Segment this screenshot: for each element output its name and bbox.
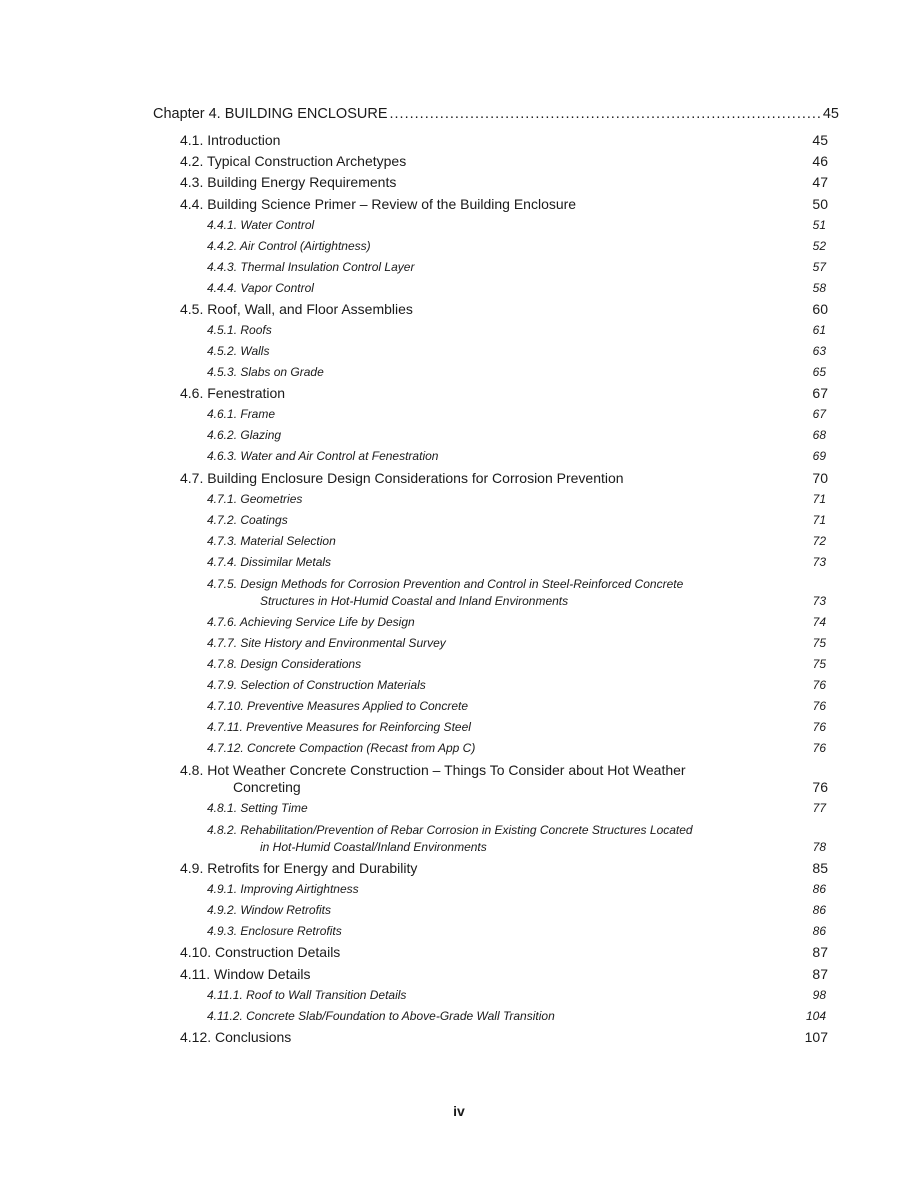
toc-entry-page: 76 [812,678,826,692]
toc-entry-title: 4.7.1. Geometries [207,492,303,506]
toc-entry-page: 87 [812,966,828,982]
toc-entry-title: 4.7. Building Enclosure Design Considerations for Corrosion Prevention [180,470,624,486]
toc-entry-page: 65 [812,365,826,379]
toc-entry-title: 4.6. Fenestration [180,385,286,401]
toc-entry-title: 4.4.1. Water Control [207,218,315,232]
toc-entry-title: 4.9.2. Window Retrofits [207,903,331,917]
toc-entry-title: 4.7.7. Site History and Environmental Survey [207,636,446,650]
toc-entry-page: 72 [812,534,826,548]
toc-entry-title: 4.7.9. Selection of Construction Materials [207,678,426,692]
toc-entry-title: 4.6.3. Water and Air Control at Fenestration [207,449,439,463]
toc-entry-page: 87 [812,944,828,960]
toc-chapter-heading[interactable] [153,106,839,126]
toc-entry-page: 67 [812,407,826,421]
toc-entry-page: 75 [812,636,826,650]
toc-entry-page: 47 [812,174,828,190]
toc-entry-title: 4.4.3. Thermal Insulation Control Layer [207,260,415,274]
toc-entry-title: 4.6.1. Frame [207,407,276,421]
toc-entry-page: 68 [812,428,826,442]
toc-entry-page: 46 [812,153,828,169]
toc-entry-title: 4.8. Hot Weather Concrete Construction – Things To Consider about Hot Weather [180,762,686,778]
toc-entry-title: 4.11.2. Concrete Slab/Foundation to Above-Grade Wall Transition [207,1009,555,1023]
toc-entry-title: 4.4.2. Air Control (Airtightness) [207,239,371,253]
toc-entry-title: 4.8.2. Rehabilitation/Prevention of Rebar Corrosion in Existing Concrete Structures Located [207,823,693,837]
toc-entry-title: 4.5. Roof, Wall, and Floor Assemblies [180,301,413,317]
dot-leader [390,106,821,122]
chapter-page-number: 45 [822,106,839,122]
toc-entry-page: 78 [812,840,826,854]
chapter-title: Chapter 4. BUILDING ENCLOSURE [153,106,388,122]
toc-entry-title: 4.9.1. Improving Airtightness [207,882,359,896]
toc-entry-page: 76 [812,741,826,755]
toc-entry-title: 4.7.2. Coatings [207,513,288,527]
toc-entry-page: 74 [812,615,826,629]
toc-entry-title: 4.7.11. Preventive Measures for Reinforcing Steel [207,720,471,734]
toc-entry-title: 4.7.3. Material Selection [207,534,336,548]
toc-entry-page: 70 [812,470,828,486]
toc-entry-page: 77 [812,801,826,815]
toc-entry-page: 57 [812,260,826,274]
toc-entry-title: 4.12. Conclusions [180,1029,292,1045]
toc-entry-page: 76 [812,720,826,734]
toc-entry-title: 4.7.4. Dissimilar Metals [207,555,332,569]
toc-entry-title: 4.7.8. Design Considerations [207,657,362,671]
toc-entry-page: 73 [812,555,826,569]
toc-entry-page: 71 [812,492,826,506]
toc-entry-title: 4.7.6. Achieving Service Life by Design [207,615,415,629]
toc-entry-page: 60 [812,301,828,317]
toc-entry-page: 71 [812,513,826,527]
toc-entry-page: 61 [812,323,826,337]
toc-entry-title: 4.5.2. Walls [207,344,270,358]
toc-entry-page: 73 [812,594,826,608]
toc-entry-title: 4.4.4. Vapor Control [207,281,314,295]
toc-entry-page: 50 [812,196,828,212]
toc-entry-page: 45 [812,132,828,148]
toc-entry-title: 4.6.2. Glazing [207,428,282,442]
toc-entry-page: 86 [812,924,826,938]
toc-entry-page: 67 [812,385,828,401]
toc-entry-page: 98 [812,988,826,1002]
toc-entry-title: 4.11.1. Roof to Wall Transition Details [207,988,407,1002]
toc-entry-page: 76 [812,699,826,713]
toc-entry-title: 4.10. Construction Details [180,944,341,960]
toc-entry-title: 4.7.12. Concrete Compaction (Recast from App C) [207,741,476,755]
toc-entry-title: 4.11. Window Details [180,966,311,982]
toc-entry-page: 63 [812,344,826,358]
toc-entry-title: 4.3. Building Energy Requirements [180,174,397,190]
toc-entry-page: 52 [812,239,826,253]
toc-entry-page: 75 [812,657,826,671]
toc-entry-page: 69 [812,449,826,463]
toc-entry-title: 4.4. Building Science Primer – Review of the Building Enclosure [180,196,577,212]
toc-entry-title: 4.5.1. Roofs [207,323,272,337]
toc-entry-title: 4.7.5. Design Methods for Corrosion Prevention and Control in Steel-Reinforced Concrete [207,577,684,591]
toc-entry-title: 4.5.3. Slabs on Grade [207,365,324,379]
toc-entry-page: 104 [805,1009,826,1023]
toc-entry-page: 76 [812,779,828,795]
toc-entry-title-continued: Concreting [233,779,301,795]
toc-entry-page: 85 [812,860,828,876]
toc-entry-page: 86 [812,903,826,917]
toc-entry-title: 4.9.3. Enclosure Retrofits [207,924,342,938]
toc-entry-title-continued: Structures in Hot-Humid Coastal and Inland Environments [260,594,569,608]
page-number-footer: iv [453,1103,465,1119]
toc-entry-page: 86 [812,882,826,896]
toc-entry-title: 4.9. Retrofits for Energy and Durability [180,860,418,876]
toc-entry-title-continued: in Hot-Humid Coastal/Inland Environments [260,840,487,854]
toc-entry-page: 107 [804,1029,828,1045]
toc-entry-page: 51 [812,218,826,232]
toc-entry-title: 4.2. Typical Construction Archetypes [180,153,407,169]
toc-entry-page: 58 [812,281,826,295]
toc-entry-title: 4.1. Introduction [180,132,281,148]
toc-entry-title: 4.7.10. Preventive Measures Applied to Concrete [207,699,469,713]
toc-entry-title: 4.8.1. Setting Time [207,801,308,815]
